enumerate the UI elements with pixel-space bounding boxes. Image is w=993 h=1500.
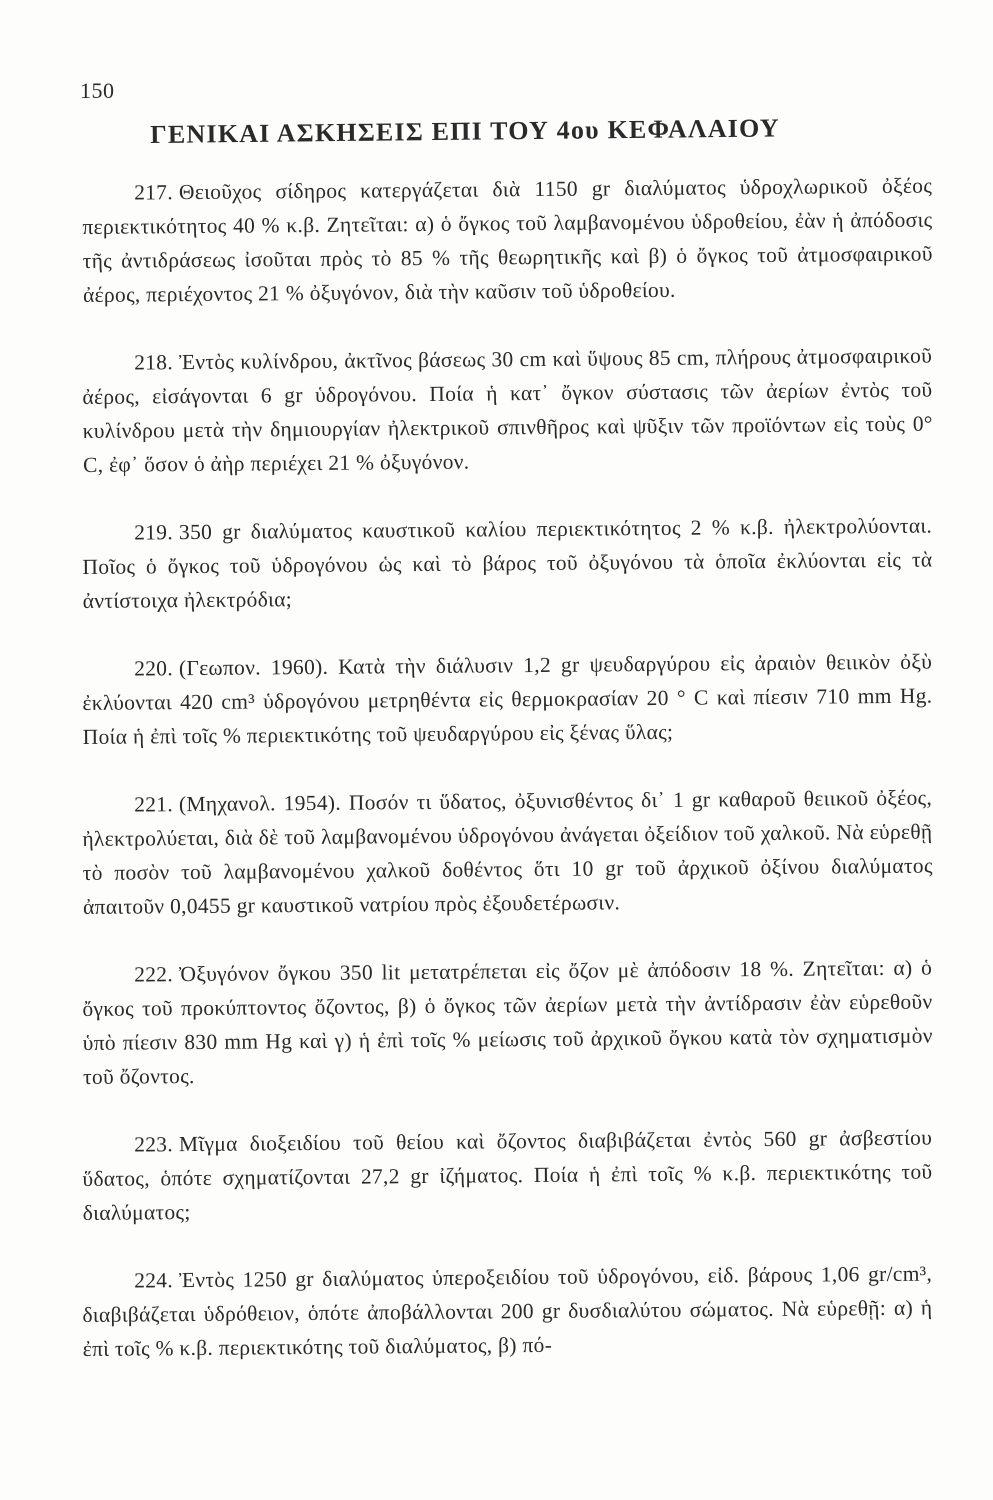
problem-text: Ἐντὸς κυλίνδρου, ἀκτῖνος βάσεως 30 cm καὶ ὕψους 85 cm, πλήρους ἀτμοσφαιρικοῦ ἀέρος, εἰσάγονται 6 gr ὑδρογόνου. Ποία ἡ κατ᾽ ὄγκον σύστασις τῶν ἀερίων ἐντὸς τοῦ κυλίνδρου μετὰ τὴν δημιουργίαν ἠλεκτρικοῦ σπινθῆρος καὶ ψῦξιν τῶν προϊόντων εἰς τοὺς 0° C, ἐφ᾽ ὅσον ὁ ἀὴρ περιέχει 21 % ὀξυγόνον.: [82, 343, 933, 477]
problem-text: (Γεωπον. 1960). Κατὰ τὴν διάλυσιν 1,2 gr ψευδαργύρου εἰς ἀραιὸν θειικὸν ὀξὺ ἐκλύονται 420 cm³ ὑδρογόνου μετρηθέντα εἰς θερμοκρασίαν 20 ° C καὶ πίεσιν 710 mm Hg. Ποία ἡ ἐπὶ τοῖς % περιεκτικότης τοῦ ψευδαργύρου εἰς ξένας ὕλας;: [82, 649, 933, 749]
problem-222: [82, 951, 933, 1094]
page-number: 150: [80, 78, 115, 103]
problem-221: [82, 781, 933, 924]
problem-text: (Μηχανολ. 1954). Ποσόν τι ὕδατος, ὀξυνισθέντος δι᾽ 1 gr καθαροῦ θειικοῦ ὀξέος, ἠλεκτρολύεται, διὰ δὲ τοῦ λαμβανομένου ὑδρογόνου ἀνάγεται ὀξείδιον τοῦ χαλκοῦ. Νὰ εὑρεθῇ τὸ ποσὸν τοῦ λαμβανομένου χαλκοῦ δοθέντος ὅτι 10 gr τοῦ ἀρχικοῦ ὀξίνου διαλύματος ἀπαιτοῦν 0,0455 gr καυστικοῦ νατρίου πρὸς ἐξουδετέρωσιν.: [82, 785, 933, 919]
problem-218: [82, 339, 933, 482]
problem-number: 221.: [134, 792, 174, 817]
problem-number: 223.: [134, 1132, 174, 1157]
problem-224: [82, 1257, 933, 1366]
problem-number: 219.: [134, 520, 174, 545]
problem-219: [82, 509, 933, 618]
problem-223: [82, 1121, 933, 1230]
problem-text: Ἐντὸς 1250 gr διαλύματος ὑπεροξειδίου τοῦ ὑδρογόνου, εἰδ. βάρους 1,06 gr/cm³, διαβιβάζεται ὑδρόθειον, ὁπότε ἀποβάλλονται 200 gr δυσδιαλύτου σώματος. Νὰ εὑρεθῇ: α) ἡ ἐπὶ τοῖς % κ.β. περιεκτικότης τοῦ διαλύματος, β) πό-: [82, 1261, 933, 1361]
problem-220: [82, 645, 933, 754]
problem-number: 218.: [134, 350, 174, 375]
problem-number: 224.: [134, 1268, 174, 1293]
problem-number: 217.: [134, 180, 174, 205]
problem-number: 222.: [134, 962, 174, 987]
problem-text: Ὀξυγόνον ὄγκου 350 lit μετατρέπεται εἰς ὄζον μὲ ἀπόδοσιν 18 %. Ζητεῖται: α) ὁ ὄγκος τοῦ προκύπτοντος ὄζοντος, β) ὁ ὄγκος τῶν ἀερίων μετὰ τὴν ἀντίδρασιν ἐὰν εὑρεθοῦν ὑπὸ πίεσιν 830 mm Hg καὶ γ) ἡ ἐπὶ τοῖς % μείωσις τοῦ ἀρχικοῦ ὄγκου κατὰ τὸν σχηματισμὸν τοῦ ὄζοντος.: [82, 955, 933, 1089]
problem-text: 350 gr διαλύματος καυστικοῦ καλίου περιεκτικότητος 2 % κ.β. ἠλεκτρολύονται. Ποῖος ὁ ὄγκος τοῦ ὑδρογόνου ὡς καὶ τὸ βάρος τοῦ ὀξυγόνου τὰ ὁποῖα ἐκλύονται εἰς τὰ ἀντίστοιχα ἠλεκτρόδια;: [82, 513, 933, 613]
problem-number: 220.: [134, 656, 174, 681]
problem-list: [82, 173, 933, 1400]
problem-text: Μῖγμα διοξειδίου τοῦ θείου καὶ ὄζοντος διαβιβάζεται ἐντὸς 560 gr ἀσβεστίου ὕδατος, ὁπότε σχηματίζονται 27,2 gr ἰζήματος. Ποία ἡ ἐπὶ τοῖς % κ.β. περιεκτικότης τοῦ διαλύματος;: [82, 1125, 933, 1225]
problem-text: Θειοῦχος σίδηρος κατεργάζεται διὰ 1150 gr διαλύματος ὑδροχλωρικοῦ ὀξέος περιεκτικότητος 40 % κ.β. Ζητεῖται: α) ὁ ὄγκος τοῦ λαμβανομένου ὑδροθείου, ἐὰν ἡ ἀπόδοσις τῆς ἀντιδράσεως ἰσοῦται πρὸς τὸ 85 % τῆς θεωρητικῆς καὶ β) ὁ ὄγκος τοῦ ἀτμοσφαιρικοῦ ἀέρος, περιέχοντος 21 % ὀξυγόνον, διὰ τὴν καῦσιν τοῦ ὑδροθείου.: [82, 173, 933, 307]
chapter-title: ΓΕΝΙΚΑΙ ΑΣΚΗΣΕΙΣ ΕΠΙ ΤΟΥ 4ου ΚΕΦΑΛΑΙΟΥ: [150, 113, 780, 149]
problem-217: [82, 169, 933, 312]
